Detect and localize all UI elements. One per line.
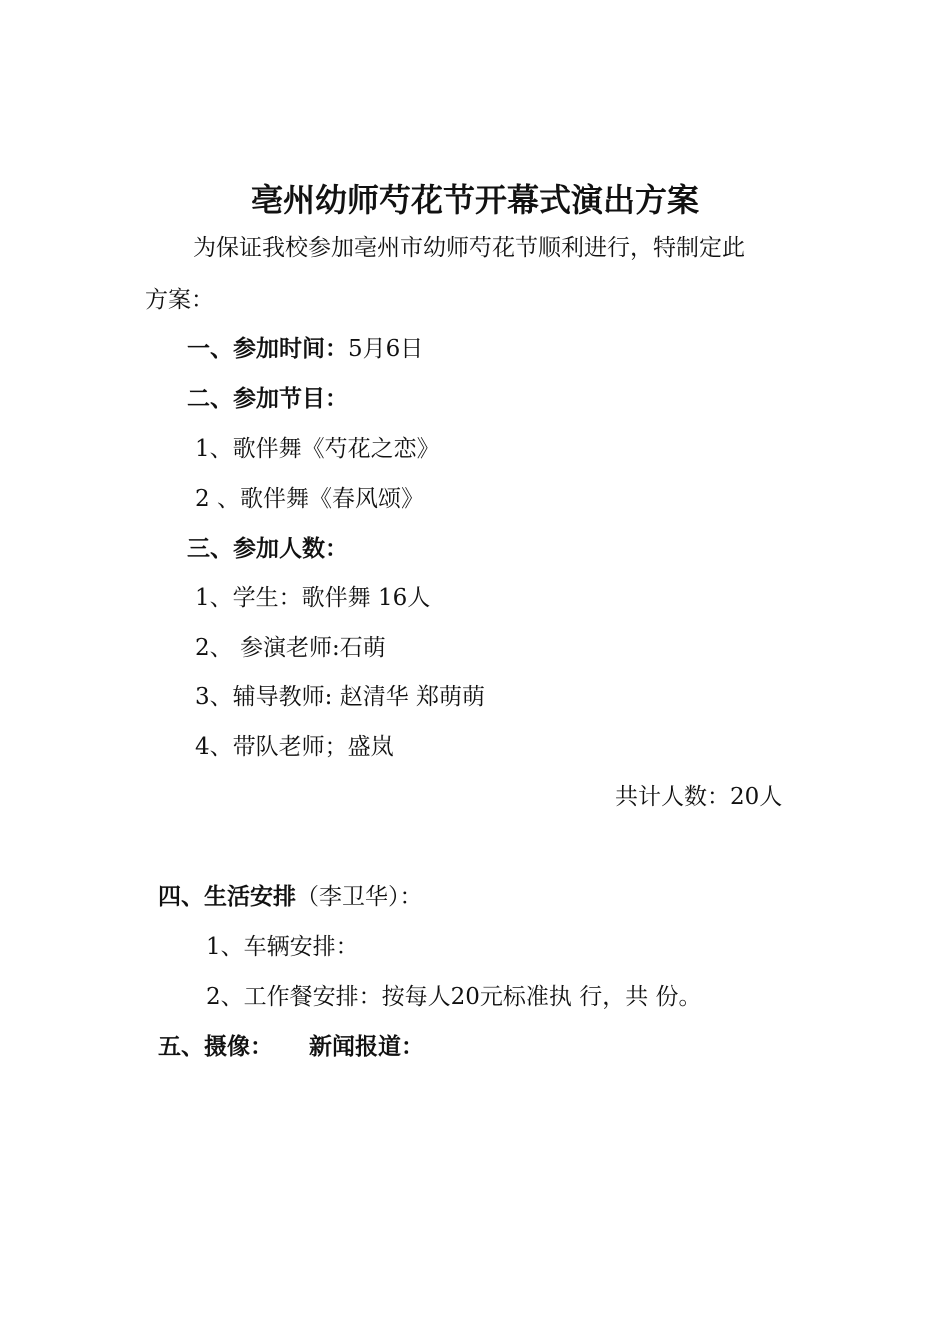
document-title: 亳州幼师芍花节开幕式演出方案 (250, 181, 699, 219)
intro-line-1: 为保证我校参加亳州市幼师芍花节顺利进行，特制定此 (193, 235, 745, 261)
section-4-label: 四、生活安排 (158, 884, 296, 910)
section-1 (187, 334, 423, 364)
participants-item-3: 3、辅导教师: 赵清华 郑萌萌 (195, 684, 486, 710)
section-5-label-2: 新闻报道： (309, 1034, 424, 1060)
intro-line-2: 方案： (145, 287, 214, 313)
section-3-label: 三、参加人数： (187, 536, 348, 562)
arrangement-item-2: 2、工作餐安排：按每人20元标准执 行，共 份。 (206, 984, 702, 1010)
participants-item-1: 1、学生：歌伴舞 16人 (195, 585, 431, 611)
program-item-1: 1、歌伴舞《芍花之恋》 (195, 436, 440, 462)
participants-item-4: 4、带队老师；盛岚 (195, 734, 394, 760)
section-5-label: 五、摄像： (158, 1034, 273, 1060)
section-1-value: 5月6日 (348, 336, 424, 362)
section-2-label: 二、参加节目： (187, 386, 348, 412)
section-4 (158, 882, 423, 912)
program-item-2: 2 、歌伴舞《春风颂》 (195, 486, 424, 512)
section-1-label: 一、参加时间： (187, 336, 348, 362)
participants-item-2: 2、 参演老师:石萌 (195, 635, 386, 661)
section-4-note: （李卫华）： (296, 884, 423, 910)
participants-total: 共计人数：20人 (615, 784, 783, 810)
section-5 (158, 1032, 424, 1062)
arrangement-item-1: 1、车辆安排： (206, 934, 359, 960)
